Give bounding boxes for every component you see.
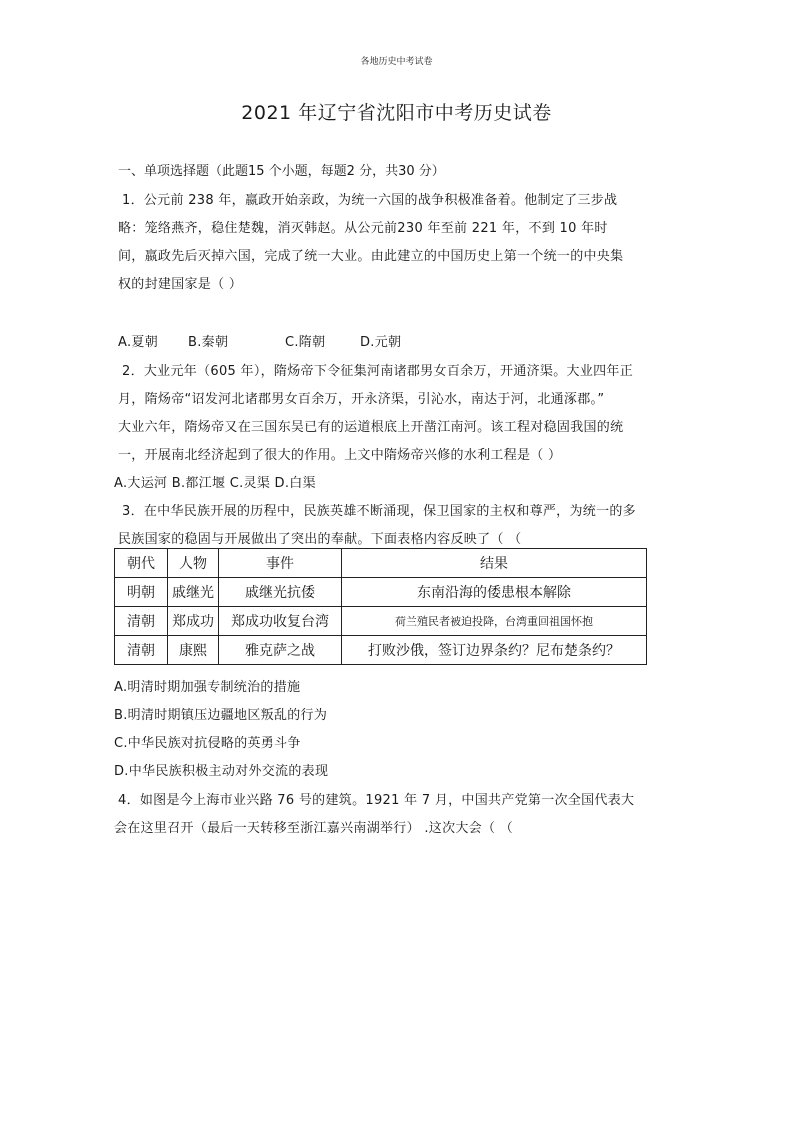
q4-line: 4．如图是今上海市业兴路 76 号的建筑。1921 年 7 月，中国共产党第一次全国代表大	[118, 793, 635, 808]
q3-table	[114, 548, 647, 665]
table-cell: 戚继光抗倭	[219, 578, 342, 607]
page-header: 各地历史中考试卷	[360, 57, 433, 67]
table-cell: 戚继光	[168, 578, 219, 607]
table-header-cell: 人物	[168, 549, 219, 578]
table-cell: 清朝	[115, 607, 168, 636]
table-row	[115, 607, 647, 636]
q1-line: 1．公元前 238 年，嬴政开始亲政，为统一六国的战争积极准备着。他制定了三步战	[122, 193, 618, 208]
q3-line: 3．在中华民族开展的历程中，民族英雄不断涌现，保卫国家的主权和尊严，为统一的多	[122, 504, 636, 519]
q3-option-d: D.中华民族积极主动对外交流的表现	[114, 764, 329, 779]
page-title: 2021 年辽宁省沈阳市中考历史试卷	[241, 102, 552, 124]
table-cell: 东南沿海的倭患根本解除	[342, 578, 647, 607]
table-header-cell: 结果	[342, 549, 647, 578]
table-cell: 郑成功收复台湾	[219, 607, 342, 636]
q1-line: 权的封建国家是（ ）	[118, 277, 243, 292]
q2-line: 一，开展南北经济起到了很大的作用。上文中隋炀帝兴修的水利工程是（ ）	[118, 448, 562, 463]
q2-line: 月，隋炀帝“诏发河北诸郡男女百余万，开永济渠，引沁水，南达于河，北通涿郡。”	[118, 392, 605, 407]
q2-line: 2．大业元年（605 年），隋炀帝下令征集河南诸郡男女百余万，开通济渠。大业四年正	[122, 364, 634, 379]
table-header-cell: 朝代	[115, 549, 168, 578]
q1-option-b: B.秦朝	[188, 335, 229, 350]
table-cell: 雅克萨之战	[219, 636, 342, 665]
q1-option-a: A.夏朝	[118, 335, 158, 350]
q3-option-b: B.明清时期镇压边疆地区叛乱的行为	[114, 708, 328, 723]
q3-option-a: A.明清时期加强专制统治的措施	[114, 680, 301, 695]
table-row	[115, 636, 647, 665]
q1-line: 略：笼络燕齐，稳住楚魏，消灭韩赵。从公元前230 年至前 221 年，不到 10 年时	[118, 221, 608, 236]
q3-option-c: C.中华民族对抗侵略的英勇斗争	[114, 736, 301, 751]
table-cell: 明朝	[115, 578, 168, 607]
q1-option-c: C.隋朝	[285, 335, 326, 350]
table-cell: 荷兰殖民者被迫投降，台湾重回祖国怀抱	[342, 607, 647, 636]
q3-line: 民族国家的稳固与开展做出了突出的奉献。下面表格内容反映了（ （	[118, 532, 522, 547]
q2-line: 大业六年，隋炀帝又在三国东吴已有的运道根底上开凿江南河。该工程对稳固我国的统	[118, 420, 624, 435]
q1-line: 间，嬴政先后灭掉六国，完成了统一大业。由此建立的中国历史上第一个统一的中央集	[118, 249, 624, 264]
table-cell: 清朝	[115, 636, 168, 665]
table-header-cell: 事件	[219, 549, 342, 578]
q2-options: A.大运河 B.都江堰 C.灵渠 D.白渠	[114, 476, 316, 491]
table-row	[115, 578, 647, 607]
table-cell: 郑成功	[168, 607, 219, 636]
table-header-row	[115, 549, 647, 578]
q4-line: 会在这里召开（最后一天转移至浙江嘉兴南湖举行） .这次大会（ （	[114, 821, 513, 836]
table-cell: 康熙	[168, 636, 219, 665]
q1-option-d: D.元朝	[360, 335, 402, 350]
table-cell: 打败沙俄，签订边界条约？尼布楚条约？	[342, 636, 647, 665]
section-heading: 一、单项选择题（此题15 个小题，每题2 分，共30 分）	[118, 164, 445, 179]
